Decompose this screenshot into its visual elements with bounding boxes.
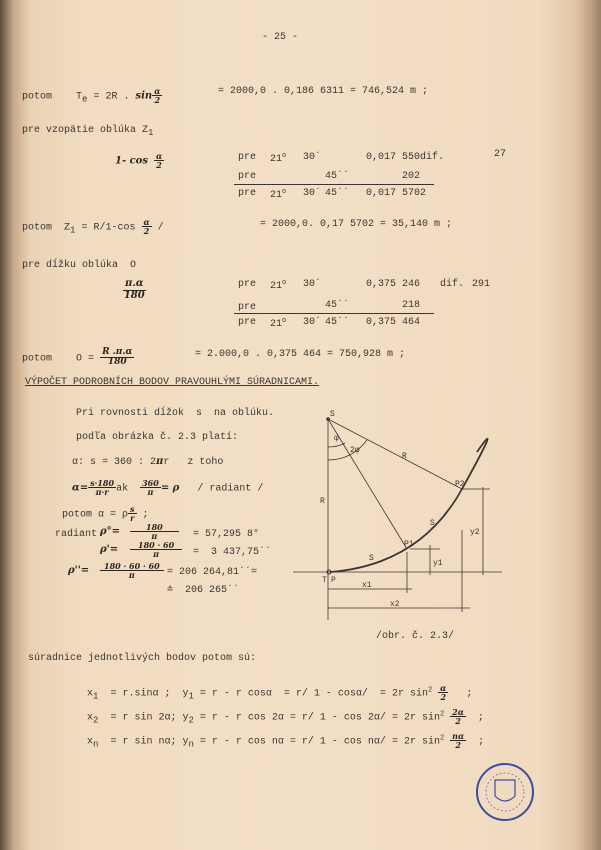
lhs: O = [76,353,95,365]
point-p [327,570,331,574]
rho-deg-val: = 57,295 8° [193,529,260,540]
t: r z toho [163,457,224,468]
sub: 1 [93,691,99,702]
dif-label: dif. [440,279,465,290]
formula: 1- cos [115,155,148,167]
sum-rule [234,313,434,314]
text-line [62,505,149,523]
num: π.α [125,278,144,289]
sub: e [82,94,88,105]
text-line [72,479,263,497]
label-2phi: 2φ [350,446,360,455]
formula-row [87,684,472,702]
y: y [182,712,189,724]
prefix: potom [22,353,53,365]
rho-deg-frac [130,523,179,541]
fraction [438,684,448,702]
t: potom α = ρ [62,509,129,521]
arc-curve [330,439,488,572]
t: = r.sinα ; [110,688,171,700]
label-p2: P2 [455,480,465,489]
label-x2: x2 [390,600,400,609]
row-sec: 45´´ [325,300,350,311]
figure-caption: /obr. č. 2.3/ [376,631,455,642]
sub: 2 [188,715,194,726]
sub: 2 [93,715,99,726]
row-deg: 21$^o$ [270,188,287,201]
den: π·r [95,487,109,498]
rho-min-lhs: ρ'= [100,544,119,555]
text: pre vzopätie oblúka Z [22,125,149,136]
num: 360 [142,478,159,488]
angle-2phi-arc [328,440,367,460]
num: R .π.α [102,347,133,357]
coords-heading: súradnice jednotlivých bodov potom sú: [28,653,257,664]
rho-sec-lhs: ρ''= [68,565,90,576]
den: π [153,549,160,560]
rho-sec-frac [100,562,164,580]
lhs: Z [64,222,71,234]
label-t: T [322,576,327,585]
label-r-upper: R [402,452,407,461]
num: 180 [130,523,179,532]
row-val: 0,375 464 [366,317,421,328]
section-heading: VÝPOČET PODROBNÍCH BODOV PRAVOUHLÝMI SÚRADNICAMI. [25,377,320,388]
eq: = 2R . [93,91,130,103]
power: 2 [427,686,433,695]
power: 2 [439,734,445,743]
page-number: - 25 - [262,32,299,43]
row-min: 30´ [303,279,322,290]
t: ; [142,509,149,521]
row-val: 202 [402,171,421,182]
fraction [130,541,182,559]
y: y [182,736,189,748]
den: π [147,487,154,498]
fraction [100,562,164,580]
num: 180 · 60 · 60 [100,562,164,571]
rho-min-val: = 3 437,75´´ [193,547,272,558]
fraction [140,479,161,497]
rho-sec-val: = 206 264,81´´= [167,567,258,578]
rho-min-frac [130,541,182,559]
num: s [130,504,135,514]
t: ; [477,712,484,724]
angle-phi-arc [328,443,345,447]
fraction [130,523,179,541]
deg: 21 [270,154,283,165]
sub: 1 [148,128,154,138]
tangent-line [22,87,162,105]
row-sec: 45´´ [325,171,350,182]
fraction [152,87,162,105]
num: s·180 [90,478,115,488]
x: x [87,736,94,748]
den: 2 [455,716,461,727]
t: ; [466,688,473,700]
label-s-lower: S [369,554,374,563]
t: α: s = 360 : 2 [72,457,157,468]
den: 2 [440,692,447,703]
den: 180 [107,357,127,368]
num: 2α [452,707,464,717]
dif-label: dif. [420,152,445,163]
x: x [87,712,94,724]
t: = ρ [160,482,180,494]
t: = r - r cos nα = r/ 1 - cos nα/ = 2r sin [199,736,440,748]
tangent-result: = 2000,0 . 0,186 6311 = 746,524 m ; [218,86,429,97]
fraction [154,152,164,170]
t: / radiant / [197,483,264,495]
den: π [128,570,135,581]
z1-heading [22,126,153,138]
den: 2 [156,160,162,171]
row-pre: pre [238,302,257,313]
text-line: Pri rovnosti dĺžok s na oblúku. [76,408,275,419]
fraction [142,218,152,236]
row-pre: pre [238,317,257,328]
sub: 1 [188,691,194,702]
row-deg: 21$^o$ [270,152,287,165]
fraction [100,348,134,368]
row-deg: 21$^o$ [270,279,287,292]
fraction [123,279,146,301]
dif-value: 291 [472,279,491,290]
num: α [154,86,161,96]
z1-result-line [22,218,164,236]
t: = r - r cos 2α = r/ 1 - cos 2α/ = 2r sin [199,712,440,724]
den: 2 [455,740,461,751]
text-line [72,457,223,468]
label-s-upper: S [430,519,435,528]
text-line: podľa obrázka č. 2.3 platí: [76,432,239,443]
row-pre: pre [238,279,257,290]
row-sec: 45´´ [325,188,350,199]
den: π [151,531,158,542]
label-x1: x1 [362,581,372,590]
approx-val: ≐ 206 265´´ [167,585,240,596]
label-p1: P1 [404,540,414,549]
deg: 21 [270,190,283,201]
den: 2 [143,226,150,237]
radiant-label: radiant [55,529,98,540]
num: nα [452,731,465,741]
center-point [326,417,330,421]
label-y1: y1 [433,559,443,568]
t: α= [72,482,89,494]
row-pre: pre [238,152,257,163]
fraction [450,732,466,750]
power: 2 [439,710,445,719]
radius-p2 [328,419,462,489]
label-phi: φ [334,434,339,443]
t: ; [478,736,485,748]
row-pre: pre [238,188,257,199]
den: 180 [123,289,145,301]
row-sec: 45´´ [325,317,350,328]
label-y2: y2 [470,528,480,537]
deg: 21 [270,319,283,330]
row-min: 30´ [303,152,322,163]
tail: / [157,222,164,234]
y: y [182,688,189,700]
row-deg: 21$^o$ [270,317,287,330]
o-heading: pre dĺžku oblúka O [22,260,137,271]
row-val: 218 [402,300,421,311]
formula-row [87,732,484,750]
den: r [130,513,135,524]
label-p: P [331,576,336,585]
den: 2 [154,95,161,106]
row-val: 0,017 5702 [366,188,427,199]
eq: = R/1-cos [81,222,136,234]
z1-formula [115,152,164,170]
deg: 21 [270,281,283,292]
t: ak [116,483,129,495]
t: = r sin nα; [110,736,177,748]
num: 180 · 60 [130,541,182,550]
fraction [128,505,137,523]
rho-deg-lhs: ρ°= [100,526,121,537]
formula-row [87,708,484,726]
z1-result: = 2000,0. 0,17 5702 = 35,140 m ; [260,219,453,230]
label-s-center: S [330,410,335,419]
lhs: T [76,91,83,103]
sum-rule [234,184,434,185]
o-formula [123,279,146,301]
sub: n [93,739,99,750]
t: = r - r cosα = r/ 1 - cosα/ = 2r sin [199,688,428,700]
row-min: 30´ [303,188,322,199]
prefix: potom [22,91,53,103]
t: = r sin 2α; [110,712,177,724]
radius-p1 [328,419,407,549]
x: x [87,688,94,700]
num: α [440,683,447,693]
library-stamp [477,764,533,820]
sub: n [188,739,194,750]
sin: sin [135,90,153,102]
num: α [143,217,150,227]
row-val: 0,017 550 [366,152,421,163]
o-result-line [22,348,134,368]
fraction [88,479,116,497]
row-val: 0,375 246 [366,279,421,290]
row-pre: pre [238,171,257,182]
prefix: potom [22,222,53,234]
label-r-left: R [320,497,325,506]
dif-value: 27 [494,149,507,160]
pi: π [156,456,164,467]
fraction [450,708,466,726]
num: α [156,151,163,161]
row-min: 30´ [303,317,322,328]
o-result: = 2.000,0 . 0,375 464 = 750,928 m ; [195,349,406,360]
sub: 1 [70,225,76,236]
